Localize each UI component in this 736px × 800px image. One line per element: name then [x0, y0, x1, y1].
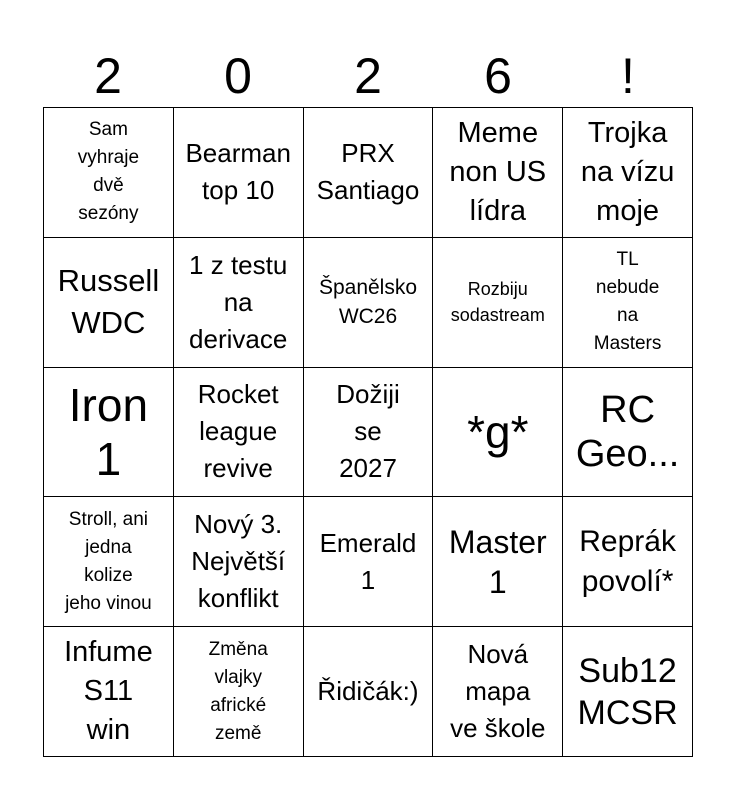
bingo-cell[interactable]: [304, 238, 434, 368]
bingo-cell[interactable]: [433, 627, 563, 757]
cell-text: Rocket league revive: [197, 379, 279, 484]
bingo-cell[interactable]: [44, 627, 174, 757]
header-letter-1: 2: [94, 48, 122, 104]
bingo-cell[interactable]: [304, 497, 434, 627]
bingo-cell[interactable]: [433, 108, 563, 238]
bingo-cell[interactable]: [304, 368, 434, 498]
header-letter-4: 6: [484, 48, 512, 104]
cell-text: 1 z testu na derivace: [189, 249, 288, 354]
cell-text: Infume S11 win: [64, 636, 153, 747]
cell-text: Dožiji se 2027: [336, 379, 400, 484]
bingo-cell[interactable]: [433, 368, 563, 498]
bingo-header: [43, 48, 693, 104]
cell-text: Řidičák:): [317, 676, 419, 707]
header-letter-3: 2: [354, 48, 382, 104]
cell-text: Nový 3. Největší konflikt: [191, 509, 286, 614]
bingo-cell[interactable]: [174, 627, 304, 757]
cell-text: *g*: [467, 405, 529, 458]
bingo-cell[interactable]: [433, 497, 563, 627]
bingo-cell[interactable]: [174, 238, 304, 368]
cell-text: Stroll, ani jedna kolize jeho vinou: [65, 508, 152, 614]
cell-text: Reprák povolí*: [579, 524, 676, 598]
bingo-cell[interactable]: [44, 368, 174, 498]
bingo-cell[interactable]: [44, 108, 174, 238]
cell-text: Trojka na vízu moje: [580, 116, 675, 227]
header-letter-5: !: [621, 48, 635, 104]
bingo-cell[interactable]: [174, 368, 304, 498]
cell-text: Iron 1: [68, 378, 149, 485]
bingo-cell[interactable]: [563, 108, 693, 238]
cell-text: Rozbiju sodastream: [450, 279, 545, 326]
bingo-cell[interactable]: [44, 238, 174, 368]
bingo-cell[interactable]: [563, 238, 693, 368]
cell-text: TL nebude na Masters: [593, 249, 662, 355]
cell-text: Sub12 MCSR: [577, 651, 678, 732]
cell-text: Sam vyhraje dvě sezóny: [77, 119, 140, 225]
bingo-cell[interactable]: [44, 497, 174, 627]
cell-text: Změna vlajky africké země: [208, 638, 268, 744]
bingo-board: [43, 107, 693, 757]
cell-text: Emerald 1: [319, 527, 417, 595]
bingo-cell[interactable]: [304, 627, 434, 757]
cell-text: Meme non US lídra: [449, 116, 547, 227]
cell-text: Španělsko WC26: [318, 276, 418, 329]
cell-text: RC Geo...: [575, 388, 680, 475]
cell-text: PRX Santiago: [316, 138, 420, 206]
bingo-cell[interactable]: [563, 627, 693, 757]
cell-text: Master 1: [448, 523, 547, 600]
bingo-cell[interactable]: [563, 368, 693, 498]
bingo-cell[interactable]: [563, 497, 693, 627]
bingo-cell[interactable]: [174, 108, 304, 238]
bingo-cell[interactable]: [174, 497, 304, 627]
cell-text: Bearman top 10: [185, 138, 291, 206]
cell-text: Nová mapa ve škole: [450, 639, 546, 744]
bingo-cell[interactable]: [304, 108, 434, 238]
header-letter-2: 0: [224, 48, 252, 104]
bingo-cell[interactable]: [433, 238, 563, 368]
cell-text: Russell WDC: [57, 263, 160, 341]
